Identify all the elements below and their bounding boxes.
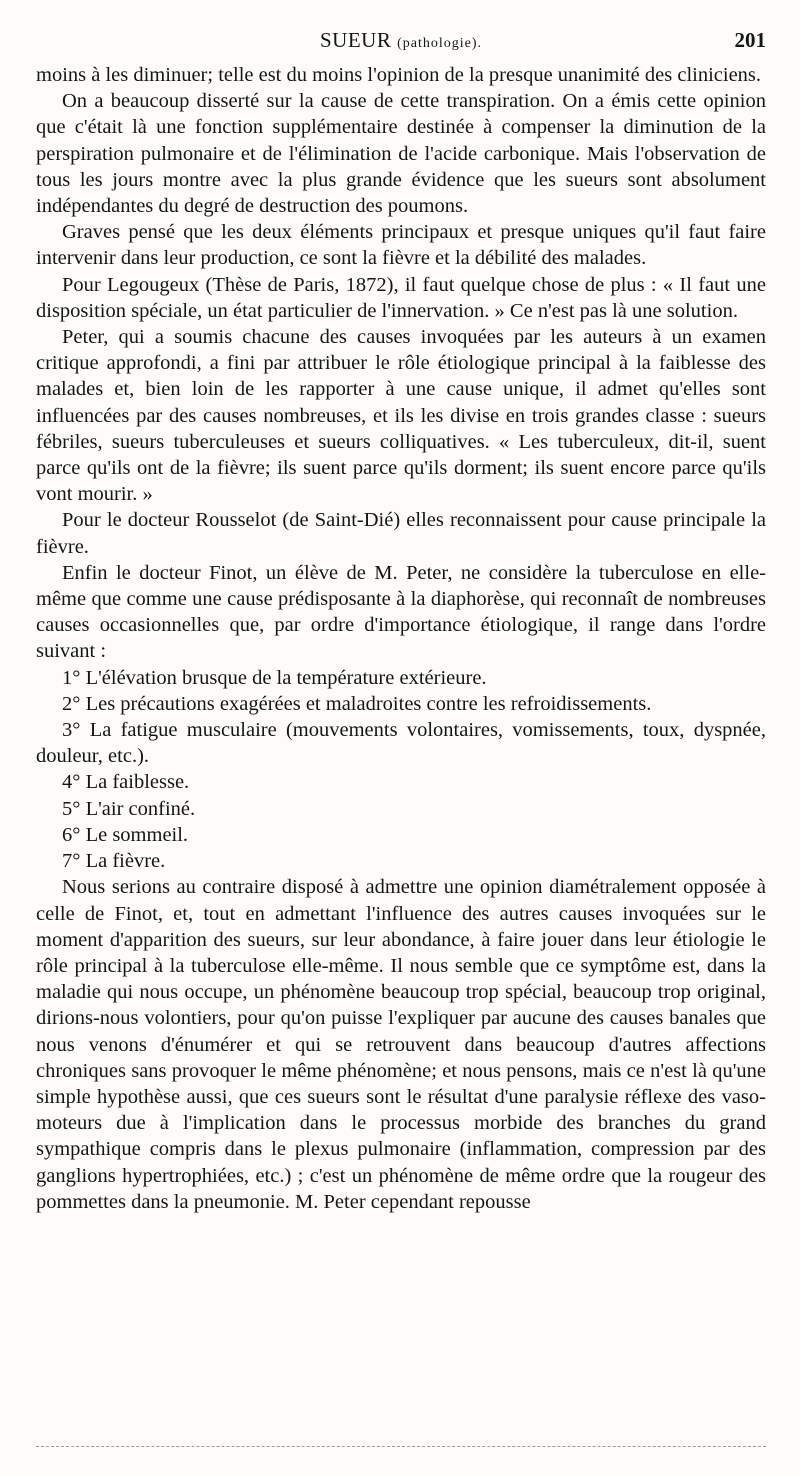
paragraph: Peter, qui a soumis chacune des causes invoquées par les auteurs à un examen critique approfondi, a fini par attribuer le rôle étiologique principal à la faiblesse des malades et, bien loin de les rapporter à une cause unique, il admet qu'elles sont influencées par des causes nombreuses, et ils les divise en trois grandes classe : sueurs fébriles, sueurs tuberculeuses et sueurs colliquatives. « Les tuberculeux, dit-il, suent parce qu'ils ont de la fièvre; ils suent parce qu'ils dorment; ils suent encore parce qu'ils vont mourir. » [36,326,766,506]
paragraph: Enfin le docteur Finot, un élève de M. Peter, ne considère la tuberculose en elle-même que comme une cause prédisposante à la diaphorèse, qui reconnaît de nombreuses causes occasionnelles que, par ordre d'importance étiologique, il range dans l'ordre suivant : [36,561,766,663]
list-item: 4° La faiblesse. [62,771,190,794]
list-item: 1° L'élévation brusque de la température extérieure. [62,666,487,689]
list-item: 2° Les précautions exagérées et maladroites contre les refroidissements. [62,692,652,715]
page-header [36,28,766,56]
list-item: 7° La fièvre. [62,850,166,873]
paragraph: Pour le docteur Rousselot (de Saint-Dié) elles reconnaissent pour cause principale la fièvre. [36,509,766,558]
running-title [36,28,766,53]
running-title-subtitle: (pathologie). [397,36,483,51]
list-item: 6° Le sommeil. [62,823,189,846]
running-title-main: SUEUR [319,28,392,52]
footer-rule [36,1446,766,1447]
paragraph: Graves pensé que les deux éléments principaux et presque uniques qu'il faut faire intervenir dans leur production, ce sont la fièvre et la débilité des malades. [36,221,766,270]
page-number: 201 [734,28,766,52]
paragraph: On a beaucoup disserté sur la cause de cette transpiration. On a émis cette opinion que c'était là une fonction supplémentaire destinée à compenser la diminution de la perspiration pulmonaire et de l'élimination de l'acide carbonique. Mais l'observation de tous les jours montre avec la plus grande évidence que les sueurs sont absolument indépendantes du degré de destruction des poumons. [36,90,766,218]
closing-paragraph: Nous serions au contraire disposé à admettre une opinion diamétralement opposée à celle de Finot, et, tout en admettant l'influence des autres causes invoquées sur le moment d'apparition des sueurs, sur leur abondance, à faire jouer dans leur étiologie le rôle principal à la tuberculose elle-même. Il nous semble que ce symptôme est, dans la maladie qui nous occupe, un phénomène beaucoup trop spécial, beaucoup trop original, dirions-nous volontiers, pour qu'on puisse l'expliquer par aucune des causes banales que nous venons d'énumérer et qui se retrouvent dans beaucoup d'autres affections chroniques sans provoquer le même phénomène; et nous pensons, mais ce n'est là qu'une simple hypothèse aussi, que ces sueurs sont le résultat d'une paralysie réflexe des vaso-moteurs due à l'implication dans le processus morbide des branches du grand sympathique compris dans le plexus pulmonaire (inflammation, compression par des ganglions hypertrophiées, etc.) ; c'est un phénomène de même ordre que la rougeur des pommettes dans la pneumonie. M. Peter cependant repousse [36,876,766,1213]
list-item: 5° L'air confiné. [62,797,196,820]
paragraph: moins à les diminuer; telle est du moins l'opinion de la presque unanimité des cliniciens. [36,64,762,86]
body-text [36,62,766,1215]
paragraph: Pour Legougeux (Thèse de Paris, 1872), il faut quelque chose de plus : « Il faut une disposition spéciale, un état particulier de l'innervation. » Ce n'est pas là une solution. [36,273,766,322]
list-item: 3° La fatigue musculaire (mouvements volontaires, vomissements, toux, dyspnée, douleur, etc.). [36,719,766,768]
